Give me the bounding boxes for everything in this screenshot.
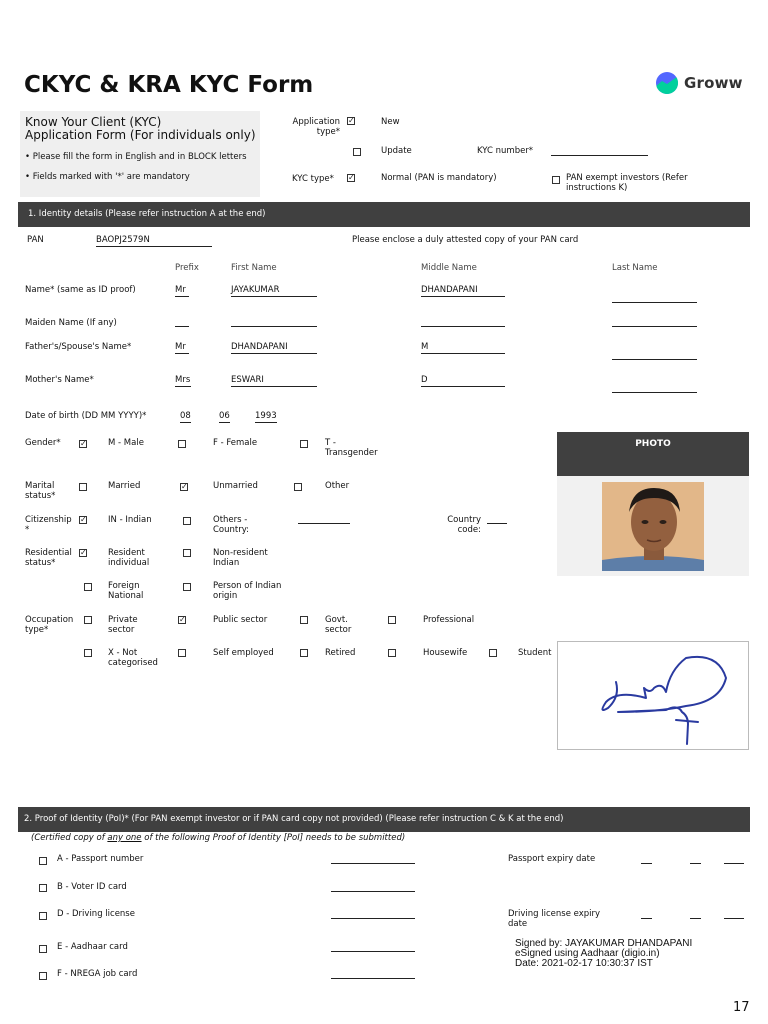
pio-checkbox[interactable]: [183, 583, 191, 591]
resident-checkbox[interactable]: [79, 549, 87, 557]
gender-female-label: F - Female: [213, 438, 258, 448]
section-2-subtitle: [31, 833, 405, 843]
subtitle-emphasis: any one: [107, 833, 142, 843]
passport-label: A - Passport number: [57, 854, 144, 864]
col-first-name: First Name: [231, 263, 277, 273]
name-label: Name* (same as ID proof): [25, 285, 136, 295]
kyc-number-label: KYC number*: [477, 146, 534, 156]
housewife-label: Housewife: [423, 648, 468, 658]
govt-sector-checkbox[interactable]: [300, 616, 308, 624]
resident-label: Resident individual: [108, 548, 150, 568]
not-categorised-checkbox[interactable]: [84, 649, 92, 657]
section-2-header: 2. Proof of Identity (PoI)* (For PAN exempt investor or if PAN card copy not provided) (Please refer instruction C & K at the end): [18, 807, 750, 832]
esign-date: Date: 2021-02-17 10:30:37 IST: [515, 958, 653, 969]
mother-prefix[interactable]: Mrs: [175, 375, 191, 385]
normal-kyc-label: Normal (PAN is mandatory): [381, 173, 497, 183]
residential-label: Residential status*: [25, 548, 72, 568]
section-1-header: 1. Identity details (Please refer instruction A at the end): [18, 202, 750, 227]
photo-header: PHOTO: [557, 432, 749, 476]
nrega-field[interactable]: [331, 969, 415, 979]
page-number: 17: [733, 1000, 750, 1015]
groww-logo: [656, 72, 743, 94]
passport-expiry-day[interactable]: [641, 854, 652, 864]
groww-logo-icon: [656, 72, 678, 94]
self-employed-checkbox[interactable]: [178, 649, 186, 657]
signature-box: [557, 641, 749, 750]
name-middle[interactable]: DHANDAPANI: [421, 285, 505, 297]
indian-checkbox[interactable]: [79, 516, 87, 524]
driving-license-field[interactable]: [331, 909, 415, 919]
esign-method: eSigned using Aadhaar (digio.in): [515, 948, 660, 959]
driving-expiry-day[interactable]: [641, 909, 652, 919]
gender-male-label: M - Male: [108, 438, 144, 448]
passport-checkbox[interactable]: [39, 857, 47, 865]
public-sector-label: Public sector: [213, 615, 268, 625]
marital-other-label: Other: [325, 481, 350, 491]
voter-id-checkbox[interactable]: [39, 884, 47, 892]
kyc-heading-line1: Know Your Client (KYC): [25, 115, 162, 129]
driving-expiry-label: Driving license expiry date: [508, 909, 601, 929]
subtitle-post: of the following Proof of Identity [PoI] needs to be submitted): [141, 833, 406, 843]
instruction-bullet-1: • Please fill the form in English and in BLOCK letters: [25, 152, 247, 162]
foreign-national-checkbox[interactable]: [84, 583, 92, 591]
name-last[interactable]: [612, 293, 697, 303]
application-type-label: Application type*: [292, 117, 340, 137]
maiden-name-label: Maiden Name (If any): [25, 318, 117, 328]
passport-expiry-label: Passport expiry date: [508, 854, 596, 864]
col-last-name: Last Name: [612, 263, 658, 273]
gender-female-checkbox[interactable]: [178, 440, 186, 448]
maiden-prefix[interactable]: [175, 317, 189, 327]
retired-checkbox[interactable]: [300, 649, 308, 657]
pan-note: Please enclose a duly attested copy of your PAN card: [352, 235, 579, 245]
dob-label: Date of birth (DD MM YYYY)*: [25, 411, 147, 421]
nrega-checkbox[interactable]: [39, 972, 47, 980]
voter-id-label: B - Voter ID card: [57, 882, 127, 892]
non-resident-label: Non-resident Indian: [213, 548, 268, 568]
non-resident-checkbox[interactable]: [183, 549, 191, 557]
update-checkbox[interactable]: [353, 148, 361, 156]
others-country-label: Others - Country:: [213, 515, 250, 535]
marital-other-checkbox[interactable]: [294, 483, 302, 491]
passport-expiry-year[interactable]: [724, 854, 744, 864]
occupation-label: Occupation type*: [25, 615, 74, 635]
private-sector-label: Private sector: [108, 615, 138, 635]
professional-checkbox[interactable]: [388, 616, 396, 624]
dob-year[interactable]: 1993: [255, 411, 277, 421]
nrega-label: F - NREGA job card: [57, 969, 138, 979]
name-prefix[interactable]: Mr: [175, 285, 189, 297]
gender-label: Gender*: [25, 438, 61, 448]
self-employed-label: Self employed: [213, 648, 274, 658]
driving-license-checkbox[interactable]: [39, 912, 47, 920]
marital-label: Marital status*: [25, 481, 56, 501]
update-label: Update: [381, 146, 412, 156]
mother-last[interactable]: [612, 383, 697, 393]
private-sector-checkbox[interactable]: [84, 616, 92, 624]
normal-kyc-checkbox[interactable]: [347, 174, 355, 182]
others-country-field[interactable]: [298, 514, 350, 524]
dob-month[interactable]: 06: [219, 411, 230, 421]
mother-first[interactable]: ESWARI: [231, 375, 317, 387]
col-prefix: Prefix: [175, 263, 199, 273]
page-title: CKYC & KRA KYC Form: [24, 72, 314, 98]
country-code-label: Country code:: [447, 515, 481, 535]
maiden-first[interactable]: [231, 317, 317, 327]
passport-expiry-month[interactable]: [690, 854, 701, 864]
gender-trans-checkbox[interactable]: [300, 440, 308, 448]
pio-label: Person of Indian origin: [213, 581, 282, 601]
pan-exempt-checkbox[interactable]: [552, 176, 560, 184]
gender-male-checkbox[interactable]: [79, 440, 87, 448]
new-label: New: [381, 117, 400, 127]
professional-label: Professional: [423, 615, 475, 625]
father-last[interactable]: [612, 350, 697, 360]
esign-signed-by: Signed by: JAYAKUMAR DHANDAPANI: [515, 938, 693, 949]
kyc-number-field[interactable]: [551, 144, 648, 156]
student-label: Student: [518, 648, 552, 658]
aadhaar-label: E - Aadhaar card: [57, 942, 128, 952]
driving-expiry-year[interactable]: [724, 909, 744, 919]
citizenship-label: Citizenship *: [25, 515, 72, 535]
indian-label: IN - Indian: [108, 515, 152, 525]
father-name-label: Father's/Spouse's Name*: [25, 342, 132, 352]
pan-exempt-label: PAN exempt investors (Refer instructions K): [566, 173, 688, 193]
instruction-bullet-2: • Fields marked with '*' are mandatory: [25, 172, 190, 182]
passport-number-field[interactable]: [331, 854, 415, 864]
unmarried-checkbox[interactable]: [180, 483, 188, 491]
others-country-checkbox[interactable]: [183, 517, 191, 525]
father-middle[interactable]: M: [421, 342, 505, 354]
father-first[interactable]: DHANDAPANI: [231, 342, 317, 354]
new-checkbox[interactable]: [347, 117, 355, 125]
kyc-heading-line2: Application Form (For individuals only): [25, 128, 256, 142]
retired-label: Retired: [325, 648, 356, 658]
name-first[interactable]: JAYAKUMAR: [231, 285, 317, 297]
aadhaar-field[interactable]: [331, 942, 415, 952]
pan-value[interactable]: BAOPJ2579N: [96, 235, 212, 247]
country-code-field[interactable]: [487, 514, 507, 524]
govt-sector-label: Govt. sector: [325, 615, 352, 635]
groww-logo-text: Groww: [684, 74, 743, 92]
pan-label: PAN: [27, 235, 44, 245]
maiden-last[interactable]: [612, 317, 697, 327]
dob-day[interactable]: 08: [180, 411, 191, 421]
public-sector-checkbox[interactable]: [178, 616, 186, 624]
gender-trans-label: T -Transgender: [325, 438, 378, 458]
subtitle-pre: (Certified copy of: [31, 833, 108, 843]
voter-id-field[interactable]: [331, 882, 415, 892]
married-checkbox[interactable]: [79, 483, 87, 491]
driving-license-label: D - Driving license: [57, 909, 135, 919]
applicant-photo: [602, 482, 704, 571]
esign-block: [515, 939, 692, 969]
aadhaar-checkbox[interactable]: [39, 945, 47, 953]
signature-image: [558, 642, 748, 749]
mother-middle[interactable]: D: [421, 375, 505, 387]
housewife-checkbox[interactable]: [388, 649, 396, 657]
married-label: Married: [108, 481, 141, 491]
driving-expiry-month[interactable]: [690, 909, 701, 919]
kyc-type-label: KYC type*: [292, 174, 334, 184]
mother-name-label: Mother's Name*: [25, 375, 94, 385]
not-categorised-label: X - Not categorised: [108, 648, 158, 668]
student-checkbox[interactable]: [489, 649, 497, 657]
unmarried-label: Unmarried: [213, 481, 258, 491]
col-middle-name: Middle Name: [421, 263, 477, 273]
maiden-middle[interactable]: [421, 317, 505, 327]
father-prefix[interactable]: Mr: [175, 342, 189, 354]
foreign-national-label: Foreign National: [108, 581, 144, 601]
